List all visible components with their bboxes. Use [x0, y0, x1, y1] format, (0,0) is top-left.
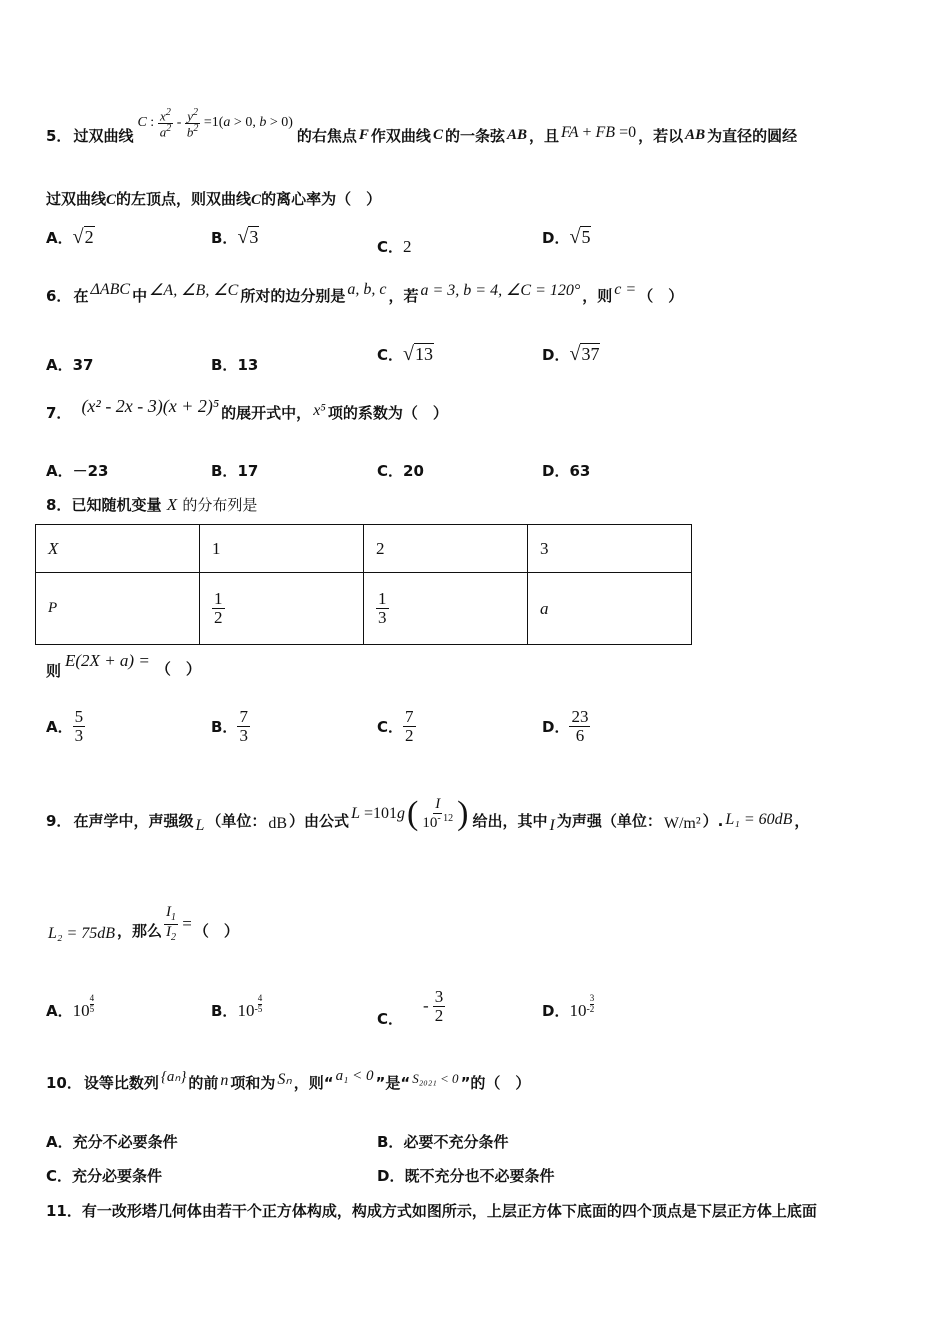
option-d[interactable] [542, 343, 600, 366]
option-label: B． [211, 1002, 238, 1020]
option-value: 2 [84, 227, 94, 247]
question-8-ask [46, 650, 201, 680]
option-value: 充分必要条件 [72, 1167, 163, 1185]
question-text: ，则 [582, 287, 613, 305]
option-label: C． [46, 1167, 73, 1185]
table-row [36, 525, 692, 573]
question-6 [46, 280, 684, 306]
question-number: 5． [46, 126, 72, 145]
question-text: 在 [73, 287, 89, 305]
question-text: 过双曲线 [46, 190, 107, 208]
option-value: －23 [72, 462, 109, 480]
question-9-line2 [48, 902, 239, 958]
question-text: （ ） [193, 921, 239, 940]
option-value: 13 [237, 356, 259, 374]
question-text: ）由公式 [289, 811, 350, 830]
question-text: ， [794, 811, 810, 830]
question-text: 中 [132, 287, 148, 305]
denominator: 3 [74, 725, 84, 745]
math-var: C [106, 192, 117, 208]
table-cell: 3 [528, 525, 692, 573]
math-formula: c = [614, 280, 637, 298]
option-label: B． [211, 229, 238, 247]
option-label: A． [46, 356, 73, 374]
question-text: （单位： [206, 811, 267, 830]
math-formula: (x² - 2x - 3)(x + 2)⁵ [81, 396, 220, 416]
numerator: 7 [239, 707, 248, 726]
question-8 [46, 494, 257, 515]
question-text: 设等比数列 [83, 1074, 159, 1092]
table-cell: P [36, 573, 200, 645]
option-value: 13 [415, 344, 433, 364]
option-b[interactable] [211, 460, 258, 481]
option-label: C． [377, 346, 404, 364]
question-text: 的展开式中， [221, 404, 312, 422]
math-var: C [251, 192, 262, 208]
question-number: 11． [46, 1202, 82, 1220]
question-text: 则 [46, 662, 62, 680]
question-text: （ ） [155, 660, 201, 678]
option-value: 37 [72, 356, 94, 374]
option-value: 2 [403, 237, 412, 256]
option-c[interactable] [377, 708, 416, 745]
option-value: 20 [403, 462, 424, 480]
numerator: 23 [571, 707, 589, 726]
option-c[interactable] [46, 1165, 162, 1186]
option-label: A． [46, 229, 73, 247]
option-value: 5 [581, 227, 591, 247]
question-5-line2 [46, 188, 381, 209]
option-value: 既不充分也不必要条件 [404, 1167, 555, 1185]
unit: dB [268, 815, 288, 832]
option-label: C． [377, 462, 404, 480]
math-formula: ∠A, ∠B, ∠C [149, 281, 239, 299]
option-label: D． [542, 229, 570, 247]
question-text: 的左顶点，则双曲线 [116, 190, 252, 208]
question-text: ，则“ [293, 1074, 334, 1092]
math-formula: ΔABC [90, 280, 131, 298]
table-cell [200, 573, 364, 645]
question-text: ，若以 [638, 126, 684, 145]
question-text: ”是“ [375, 1074, 411, 1092]
question-text: （ ） [638, 287, 684, 305]
question-text: 的右焦点 [296, 126, 357, 145]
math-var: AB [685, 126, 706, 143]
option-label: D． [542, 462, 570, 480]
option-d[interactable] [542, 226, 591, 249]
question-text: 项的系数为（ ） [327, 404, 448, 422]
option-c[interactable]: C． - $\frac{3}{2}$ [377, 987, 444, 1028]
option-a[interactable] [46, 460, 108, 481]
question-text: 的离心率为（ ） [261, 190, 382, 208]
option-a[interactable] [46, 993, 95, 1021]
option-c[interactable] [377, 343, 434, 366]
sqrt: √2 [72, 226, 94, 248]
math-formula: a₁ < 0 [335, 1068, 374, 1084]
option-label: D． [542, 1002, 570, 1020]
math-formula: E(2X + a) = [65, 650, 150, 670]
fraction: $\frac{3}{2}$ [434, 987, 444, 1025]
math-formula: a, b, c [347, 280, 387, 298]
hyperbola-equation: C : $\frac{x^2}{a^2}$ - $\frac{y^2}{b^2}$ =1( a > 0, b > 0) [137, 106, 293, 139]
vector-equation: FA + FB =0 [561, 124, 637, 141]
option-label: B． [377, 1133, 404, 1151]
question-text: 给出，其中 [472, 811, 548, 830]
question-text: 项和为 [230, 1074, 276, 1092]
option-c[interactable] [377, 236, 412, 257]
option-label: B． [211, 462, 238, 480]
option-label: C． [377, 238, 404, 256]
table-cell [364, 573, 528, 645]
math-formula: {aₙ} [160, 1069, 187, 1085]
fraction-one-third: $\frac{1}{3}$ [378, 589, 387, 627]
math-formula: L₁ = 60dB [725, 811, 793, 828]
question-text: 在声学中，声强级 [73, 811, 194, 830]
unit: W/m² [663, 815, 701, 832]
option-label: A． [46, 1002, 73, 1020]
option-label: A． [46, 462, 73, 480]
question-text: 已知随机变量 [71, 496, 162, 514]
option-label: D． [377, 1167, 405, 1185]
math-var: C [432, 126, 443, 143]
option-b[interactable] [377, 1131, 508, 1152]
sqrt: √13 [403, 343, 433, 365]
option-b[interactable] [211, 226, 259, 249]
question-text: 的分布列是 [182, 496, 258, 514]
math-formula: a = 3, b = 4, ∠C = 120° [420, 281, 581, 299]
option-b[interactable] [211, 708, 250, 745]
option-d[interactable] [542, 993, 595, 1021]
question-9-line1 [46, 792, 809, 848]
option-d[interactable] [377, 1165, 554, 1186]
question-text: ，且 [528, 126, 559, 145]
question-text: 所对的边分别是 [240, 287, 346, 305]
numerator: 7 [405, 707, 414, 726]
option-b[interactable] [211, 354, 258, 375]
question-number: 6． [46, 287, 72, 305]
denominator: 6 [575, 725, 585, 745]
power-of-ten: 10- $\frac{3}{2}$ [569, 993, 595, 1020]
option-value: 17 [237, 462, 259, 480]
math-formula: S₂₀₂₁ < 0 [412, 1070, 459, 1086]
option-value: 63 [569, 462, 591, 480]
sqrt: √3 [237, 226, 259, 248]
math-var: L [195, 817, 205, 834]
option-value: 必要不充分条件 [403, 1133, 509, 1151]
power-of-ten: 10 $\frac{4}{5}$ [72, 993, 95, 1020]
option-value: 充分不必要条件 [72, 1133, 178, 1151]
math-var: X [166, 495, 178, 514]
option-value: 37 [581, 344, 600, 364]
option-a[interactable] [46, 708, 85, 745]
math-var: AB [506, 126, 527, 143]
question-text: 过双曲线 [73, 126, 134, 145]
fraction [237, 708, 250, 745]
option-label: B． [211, 717, 238, 736]
denominator: 3 [239, 725, 248, 745]
math-var: F [358, 126, 369, 143]
option-label: C． [377, 717, 404, 736]
question-text: ”的（ ） [460, 1074, 531, 1092]
fraction [403, 708, 416, 745]
option-label: A． [46, 717, 73, 736]
distribution-table [35, 524, 692, 645]
option-label: D． [542, 346, 570, 364]
intensity-ratio: $\frac{I_1}{I_2}$ = [166, 904, 192, 943]
question-number: 7． [46, 404, 72, 422]
fraction-one-half: $\frac{1}{2}$ [214, 589, 223, 627]
sqrt: √37 [569, 343, 600, 365]
sqrt: √5 [569, 226, 591, 248]
math-formula: L₂ = 75dB [48, 925, 116, 942]
question-text: 作双曲线 [370, 126, 431, 145]
question-text: ，若 [388, 287, 419, 305]
fraction [569, 708, 590, 745]
question-text: 有一改形塔几何体由若干个正方体构成，构成方式如图所示，上层正方体下底面的四个顶点是下层正方体上底面 [81, 1202, 817, 1220]
option-d[interactable] [542, 460, 590, 481]
question-text: 为声强（单位： [556, 811, 662, 830]
option-label: D． [542, 717, 570, 736]
question-11 [46, 1200, 817, 1221]
question-7 [46, 396, 448, 423]
question-text: 为直径的圆经 [707, 126, 798, 145]
option-c[interactable] [377, 460, 424, 481]
math-var: Sₙ [277, 1070, 292, 1088]
option-a[interactable] [46, 226, 95, 249]
table-cell: a [528, 573, 692, 645]
option-a[interactable] [46, 1131, 178, 1152]
question-number: 8． [46, 496, 72, 514]
table-cell: X [36, 525, 200, 573]
question-text: ，那么 [117, 921, 163, 940]
option-label: C． [377, 1009, 404, 1028]
table-row [36, 573, 692, 645]
math-formula: x⁵ [313, 401, 326, 419]
power-of-ten: 10- $\frac{4}{5}$ [237, 993, 263, 1020]
question-number: 9． [46, 811, 72, 830]
question-10 [46, 1068, 531, 1093]
question-5-line1 [46, 100, 797, 170]
option-label: A． [46, 1133, 73, 1151]
question-number: 10． [46, 1074, 82, 1092]
option-d[interactable] [542, 708, 590, 745]
math-var: I [549, 817, 555, 834]
question-text: ）. [702, 811, 724, 830]
table-cell: 1 [200, 525, 364, 573]
option-label: B． [211, 356, 238, 374]
option-b[interactable] [211, 993, 263, 1021]
option-a[interactable] [46, 354, 93, 375]
question-text: 的前 [188, 1074, 219, 1092]
math-var: n [220, 1071, 229, 1089]
option-value: 3 [249, 227, 259, 247]
numerator: 5 [74, 707, 84, 726]
table-cell: 2 [364, 525, 528, 573]
question-text: 的一条弦 [444, 126, 505, 145]
fraction [73, 708, 86, 745]
decibel-formula: L =101 g ( $\frac{I}{10^{- 12}}$ ) [351, 795, 469, 832]
denominator: 2 [405, 725, 414, 745]
